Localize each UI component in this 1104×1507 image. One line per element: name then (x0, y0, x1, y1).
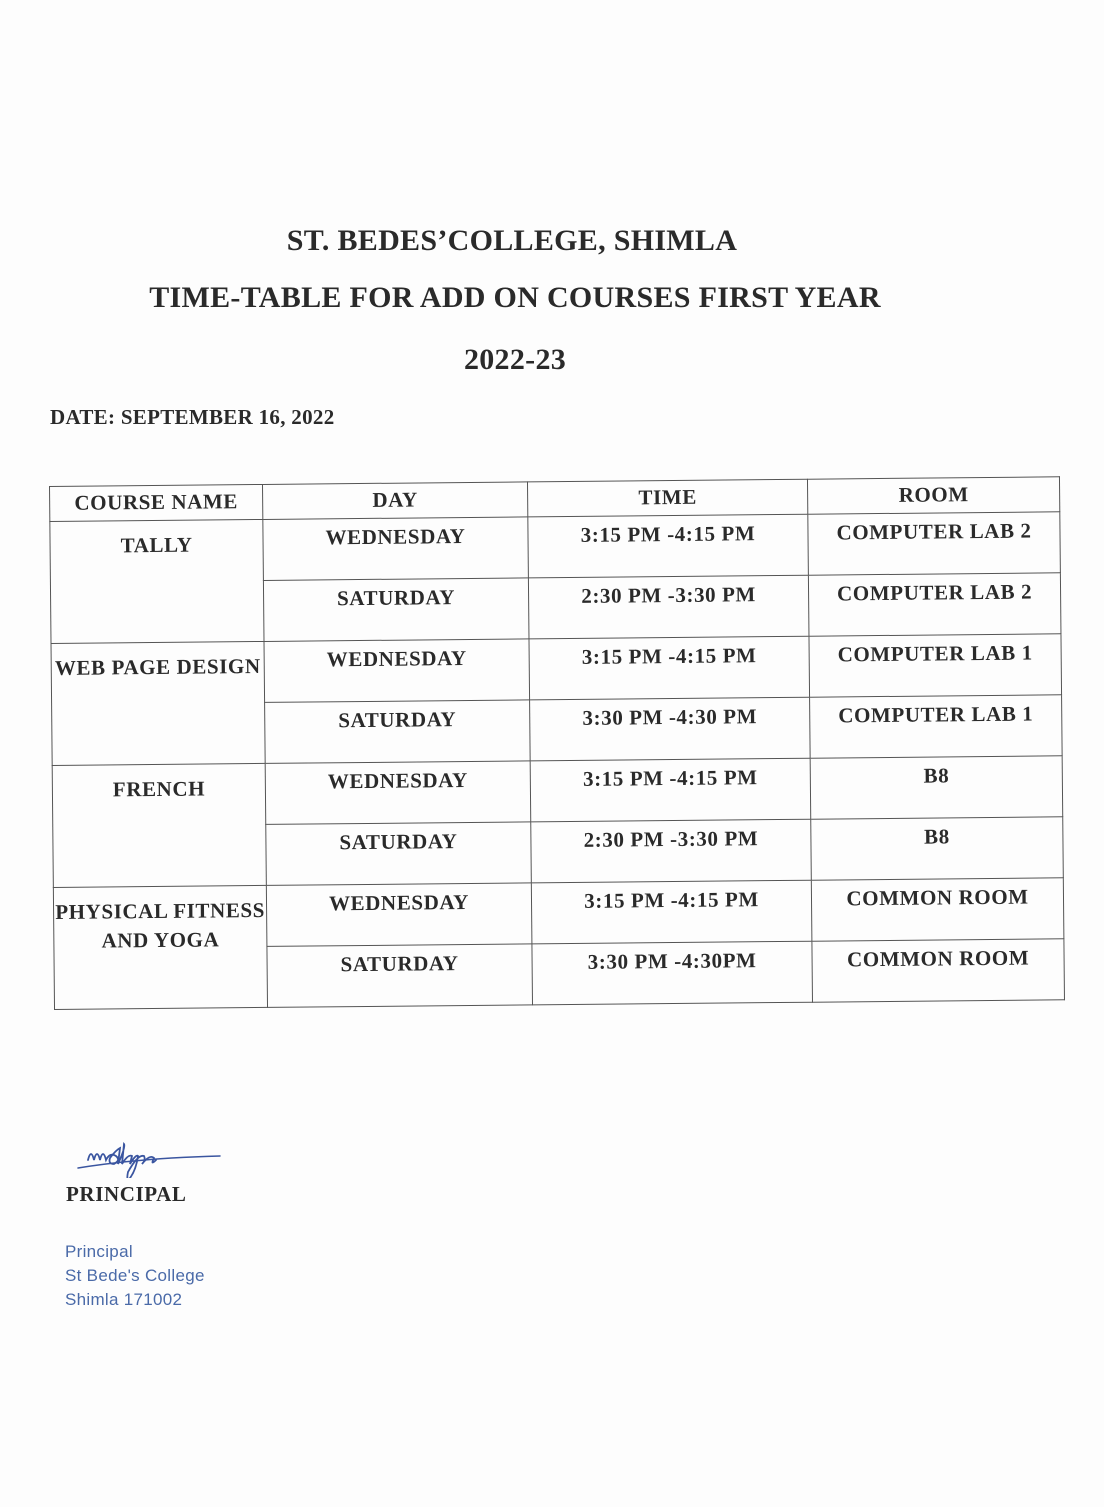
day-cell: WEDNESDAY (263, 517, 528, 581)
time-cell: 3:30 PM -4:30PM (532, 941, 813, 1005)
table-row (53, 878, 1064, 949)
room-cell: B8 (810, 756, 1062, 819)
room-cell: COMPUTER LAB 2 (808, 512, 1060, 575)
room-cell: COMPUTER LAB 1 (809, 634, 1061, 697)
room-cell: COMPUTER LAB 1 (810, 695, 1062, 758)
day-cell: WEDNESDAY (265, 761, 530, 825)
document-date: DATE: SEPTEMBER 16, 2022 (50, 405, 335, 429)
table-row (51, 634, 1062, 705)
timetable (49, 476, 1065, 1010)
day-cell: SATURDAY (266, 822, 531, 886)
time-cell: 3:30 PM -4:30 PM (530, 697, 811, 761)
stamp-line-1: Principal (65, 1242, 133, 1261)
room-cell: COMPUTER LAB 2 (809, 573, 1061, 636)
time-cell: 2:30 PM -3:30 PM (531, 819, 812, 883)
room-cell: COMMON ROOM (811, 878, 1063, 941)
time-cell: 3:15 PM -4:15 PM (531, 880, 812, 944)
header-time: TIME (527, 479, 808, 517)
stamp-line-3: Shimla 171002 (65, 1290, 183, 1309)
principal-signature (70, 1118, 230, 1178)
academic-year: 2022-23 (463, 343, 567, 376)
time-cell: 3:15 PM -4:15 PM (530, 758, 811, 822)
college-name: ST. BEDES’COLLEGE, SHIMLA (286, 224, 738, 257)
header-room: ROOM (808, 477, 1060, 514)
day-cell: SATURDAY (263, 578, 528, 642)
time-cell: 2:30 PM -3:30 PM (528, 575, 809, 639)
course-name: TALLY (50, 519, 264, 643)
table-row (52, 756, 1063, 827)
course-name: WEB PAGE DESIGN (51, 641, 265, 765)
day-cell: SATURDAY (265, 700, 530, 764)
day-cell: SATURDAY (267, 944, 532, 1008)
time-cell: 3:15 PM -4:15 PM (528, 514, 809, 578)
header-course-name: COURSE NAME (50, 484, 263, 521)
room-cell: COMMON ROOM (812, 939, 1064, 1002)
header-day: DAY (263, 482, 528, 520)
day-cell: WEDNESDAY (266, 883, 531, 947)
principal-stamp (65, 1240, 205, 1312)
course-name: FRENCH (52, 763, 266, 887)
document-title: TIME-TABLE FOR ADD ON COURSES FIRST YEAR (149, 281, 881, 314)
table-row (50, 512, 1061, 583)
time-cell: 3:15 PM -4:15 PM (529, 636, 810, 700)
stamp-line-2: St Bede's College (65, 1266, 205, 1285)
course-name: PHYSICAL FITNESS AND YOGA (53, 885, 267, 1009)
principal-title: PRINCIPAL (66, 1182, 187, 1206)
day-cell: WEDNESDAY (264, 639, 529, 703)
room-cell: B8 (811, 817, 1063, 880)
